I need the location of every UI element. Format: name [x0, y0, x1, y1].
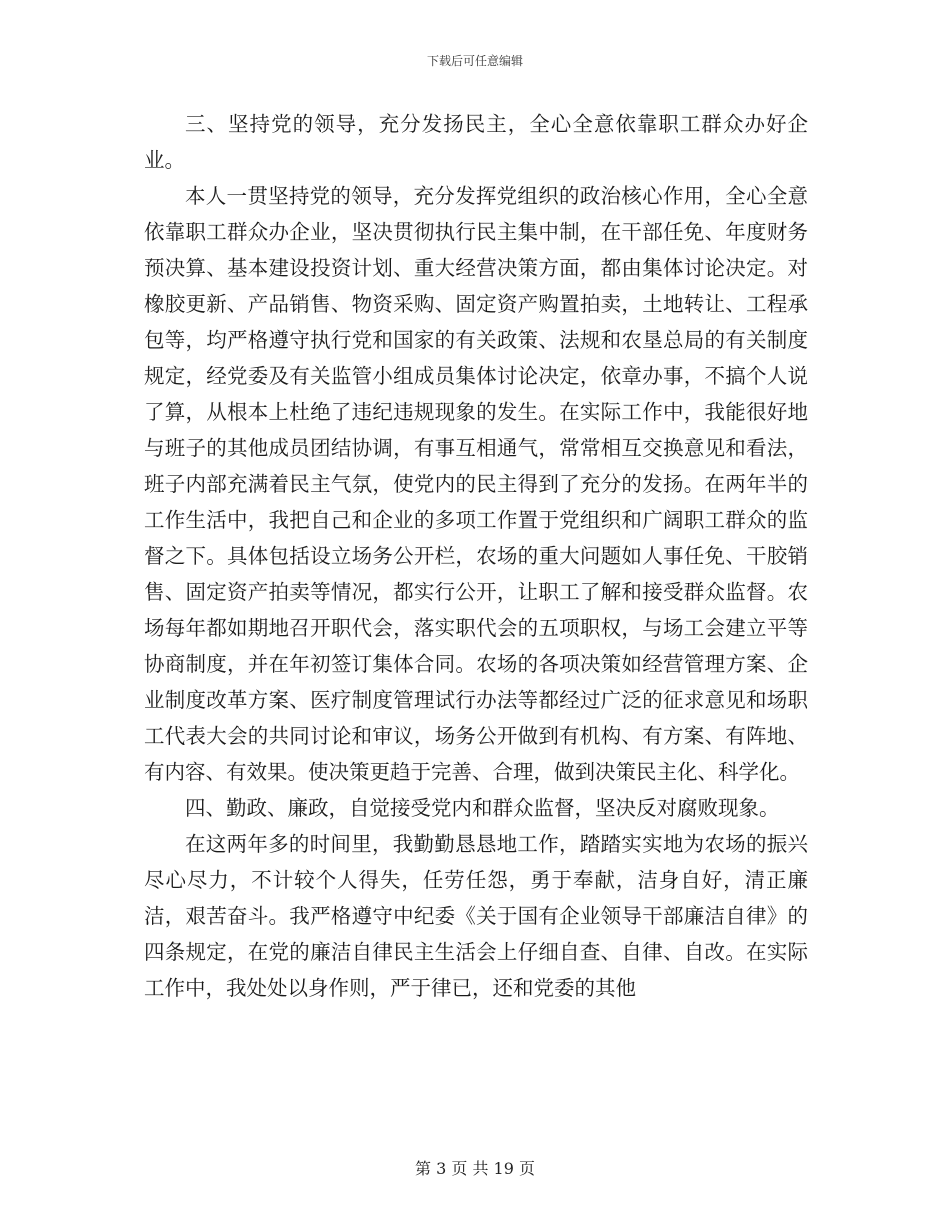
- section-heading-4: 四、勤政、廉政，自觉接受党内和群众监督，坚决反对腐败现象。: [185, 796, 780, 820]
- body-paragraph: 本人一贯坚持党的领导，充分发挥党组织的政治核心作用，全心全意依靠职工群众办企业，坚决贯彻执行民主集中制，在干部任免、年度财务预决算、基本建设投资计划、重大经营决策方面，都由集体讨论决定。对橡胶更新、产品销售、物资采购、固定资产购置拍卖，土地转让、工程承包等，均严格遵守执行党和国家的有关政策、法规和农垦总局的有关制度规定，经党委及有关监管小组成员集体讨论决定，依章办事，不搞个人说了算，从根本上杜绝了违纪违规现象的发生。在实际工作中，我能很好地与班子的其他成员团结协调，有事互相通气，常常相互交换意见和看法，班子内部充满着民主气氛，使党内的民主得到了充分的发扬。在两年半的工作生活中，我把自己和企业的多项工作置于党组织和广阔职工群众的监督之下。具体包括设立场务公开栏，农场的重大问题如人事任免、干胶销售、固定资产拍卖等情况，都实行公开，让职工了解和接受群众监督。农场每年都如期地召开职代会，落实职代会的五项职权，与场工会建立平等协商制度，并在年初签订集体合同。农场的各项决策如经营管理方案、企业制度改革方案、医疗制度管理试行办法等都经过广泛的征求意见和场职工代表大会的共同讨论和审议，场务公开做到有机构、有方案、有阵地、有内容、有效果。使决策更趋于完善、合理，做到决策民主化、科学化。: [144, 184, 808, 784]
- body-paragraph: 在这两年多的时间里，我勤勤恳恳地工作，踏踏实实地为农场的振兴尽心尽力，不计较个人得失，任劳任怨，勇于奉献，洁身自好，清正廉洁，艰苦奋斗。我严格遵守中纪委《关于国有企业领导干部廉洁自律》的四条规定，在党的廉洁自律民主生活会上仔细自查、自律、自改。在实际工作中，我处处以身作则，严于律已，还和党委的其他: [144, 832, 808, 1000]
- document-body: [144, 106, 808, 1006]
- section-heading-3: 三、坚持党的领导，充分发扬民主，全心全意依靠职工群众办好企业。: [144, 112, 808, 172]
- page-header-note: 下载后可任意编辑: [426, 54, 523, 68]
- page-number: 第 3 页 共 19 页: [415, 1159, 535, 1178]
